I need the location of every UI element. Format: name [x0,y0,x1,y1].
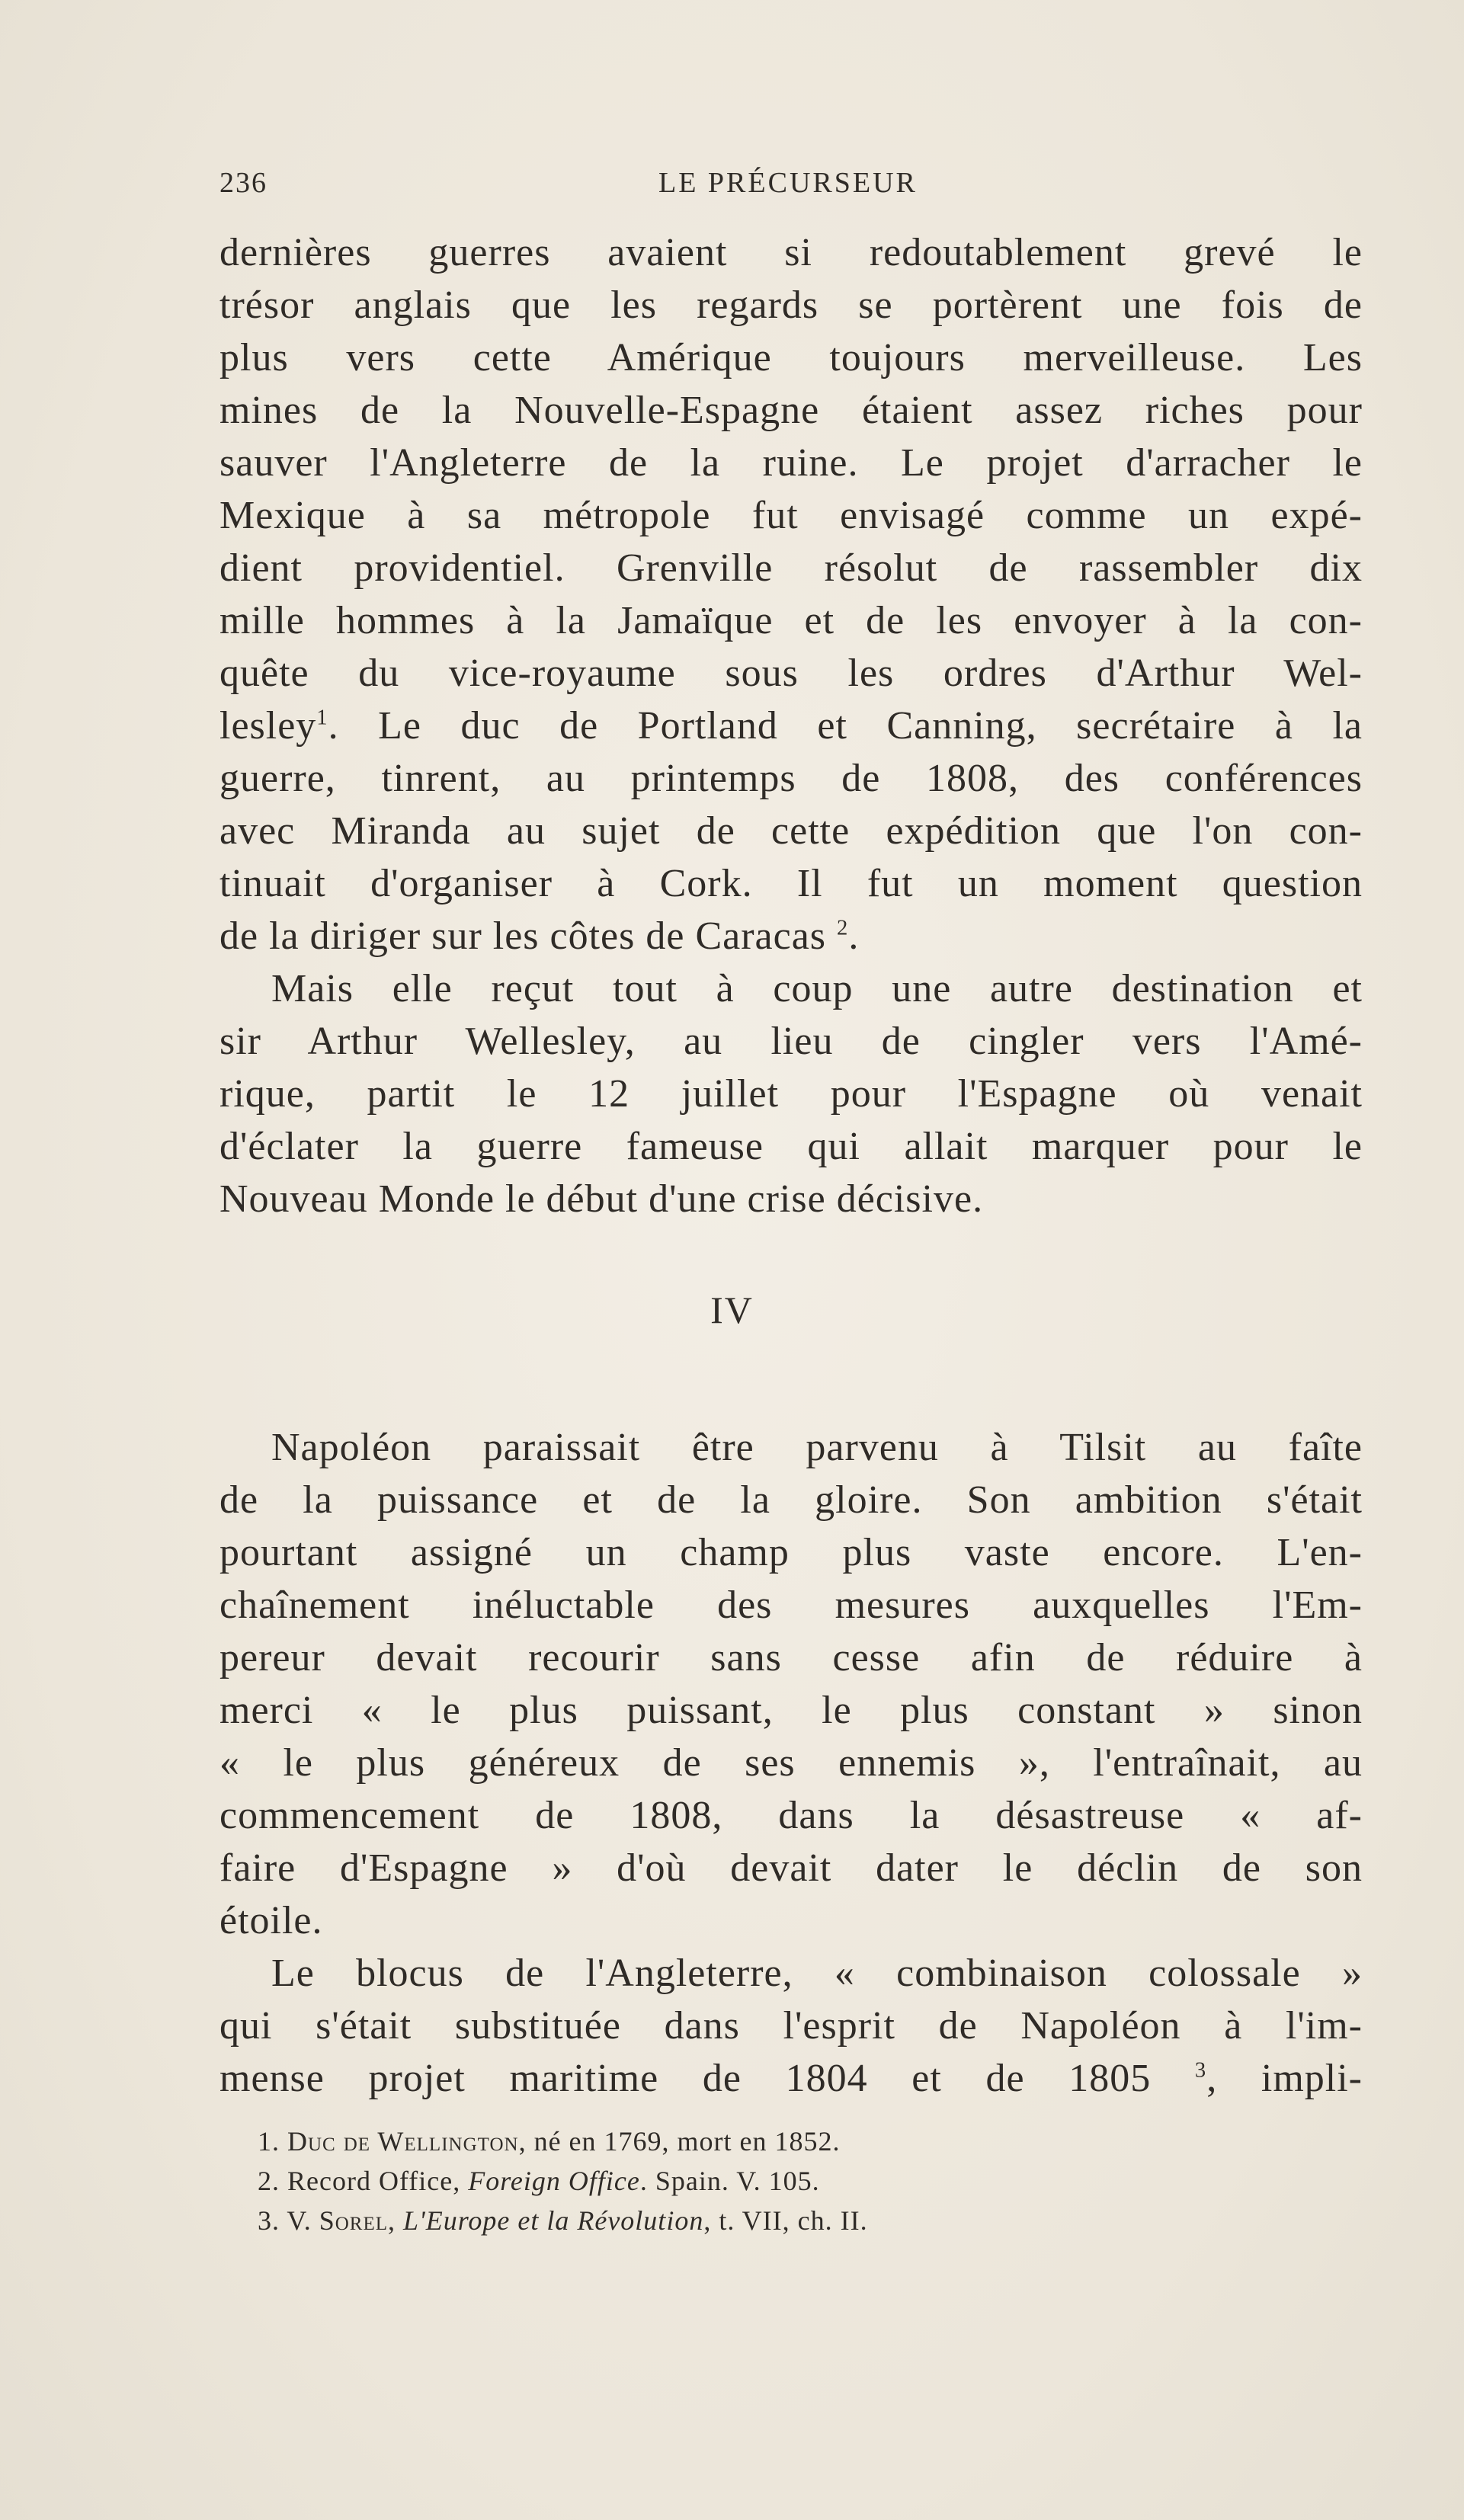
footnote-text: Record Office, [287,2166,469,2196]
text-line: merci « le plus puissant, le plus constant » sinon [219,1689,1363,1732]
text-line: Mexique à sa métropole fut envisagé comme un expé- [219,494,1363,537]
footnote-2 [258,2162,1325,2200]
page-header [219,166,1363,204]
text-line: guerre, tinrent, au printemps de 1808, des conférences [219,757,1363,800]
text-line: dient providentiel. Grenville résolut de rassembler dix [219,546,1363,590]
text-line: d'éclater la guerre fameuse qui allait marquer pour le [219,1125,1363,1168]
text-line [219,702,1363,751]
text-line: quête du vice-royaume sous les ordres d'Arthur Wel- [219,652,1363,695]
text-line: tinuait d'organiser à Cork. Il fut un moment question [219,862,1363,905]
footnote-number: 3. [258,2205,287,2236]
text-line: mines de la Nouvelle-Espagne étaient assez riches pour [219,389,1363,432]
text-line: pourtant assigné un champ plus vaste encore. L'en- [219,1531,1363,1574]
footnote-ref-3: 3 [1194,2058,1207,2083]
text-line [219,912,1363,961]
text-line: plus vers cette Amérique toujours merveilleuse. Les [219,336,1363,379]
footnote-ref-1: 1 [316,706,328,730]
text-line: chaînement inéluctable des mesures auxquelles l'Em- [219,1583,1363,1627]
footnote-number: 2. [258,2166,287,2196]
text-line: Napoléon paraissait être parvenu à Tilsit au faîte [271,1426,1363,1469]
footnote-italic: Foreign Office [468,2166,640,2196]
text-line: commencement de 1808, dans la désastreuse « af- [219,1794,1363,1837]
text-line: de la puissance et de la gloire. Son ambition s'était [219,1478,1363,1522]
text-line: sir Arthur Wellesley, au lieu de cingler vers l'Amé- [219,1020,1363,1063]
footnote-author: Sorel [319,2205,389,2236]
text-fragment: lesley [219,704,317,748]
footnote-author: Duc de Wellington [287,2126,519,2157]
footnote-ref-2: 2 [837,916,849,940]
text-fragment: de la diriger sur les côtes de Caracas [219,914,827,958]
footnote-3 [258,2201,1325,2240]
text-line: Nouveau Monde le début d'une crise décisive. [219,1177,984,1221]
text-line: sauver l'Angleterre de la ruine. Le projet d'arracher le [219,441,1363,485]
text-line: Le blocus de l'Angleterre, « combinaison colossale » [271,1952,1363,1995]
text-line: mille hommes à la Jamaïque et de les envoyer à la con- [219,599,1363,642]
text-line: rique, partit le 12 juillet pour l'Espagne où venait [219,1072,1363,1116]
text-fragment: . Le duc de Portland et Canning, secrétaire à la [328,704,1363,748]
text-line: qui s'était substituée dans l'esprit de Napoléon à l'im- [219,2004,1363,2048]
text-fragment: mense projet maritime de 1804 et de 1805 [219,2057,1152,2100]
footnote-italic: L'Europe et la Révolution [403,2205,704,2236]
running-head: LE PRÉCURSEUR [658,167,918,199]
text-line: trésor anglais que les regards se portèrent une fois de [219,283,1363,327]
text-line [219,2054,1363,2103]
text-line: pereur devait recourir sans cesse afin de réduire à [219,1636,1363,1679]
footnote-text: , né en 1769, mort en 1852. [518,2126,841,2157]
text-line: étoile. [219,1899,323,1942]
text-line: faire d'Espagne » d'où devait dater le déclin de son [219,1846,1363,1890]
footnote-text: V. [287,2205,319,2236]
footnote-text: , [388,2205,404,2236]
page-number: 236 [219,167,267,199]
footnote-1 [258,2122,1325,2160]
text-line: dernières guerres avaient si redoutablement grevé le [219,231,1363,274]
footnote-text: . Spain. V. 105. [639,2166,820,2196]
text-fragment: . [848,914,860,958]
footnote-number: 1. [258,2126,287,2157]
footnote-text: , t. VII, ch. II. [703,2205,868,2236]
section-heading: IV [710,1289,754,1331]
text-line: avec Miranda au sujet de cette expédition que l'on con- [219,809,1363,853]
text-fragment: , impli- [1206,2057,1363,2100]
text-line: Mais elle reçut tout à coup une autre destination et [271,967,1363,1010]
text-line: « le plus généreux de ses ennemis », l'entraînait, au [219,1741,1363,1785]
